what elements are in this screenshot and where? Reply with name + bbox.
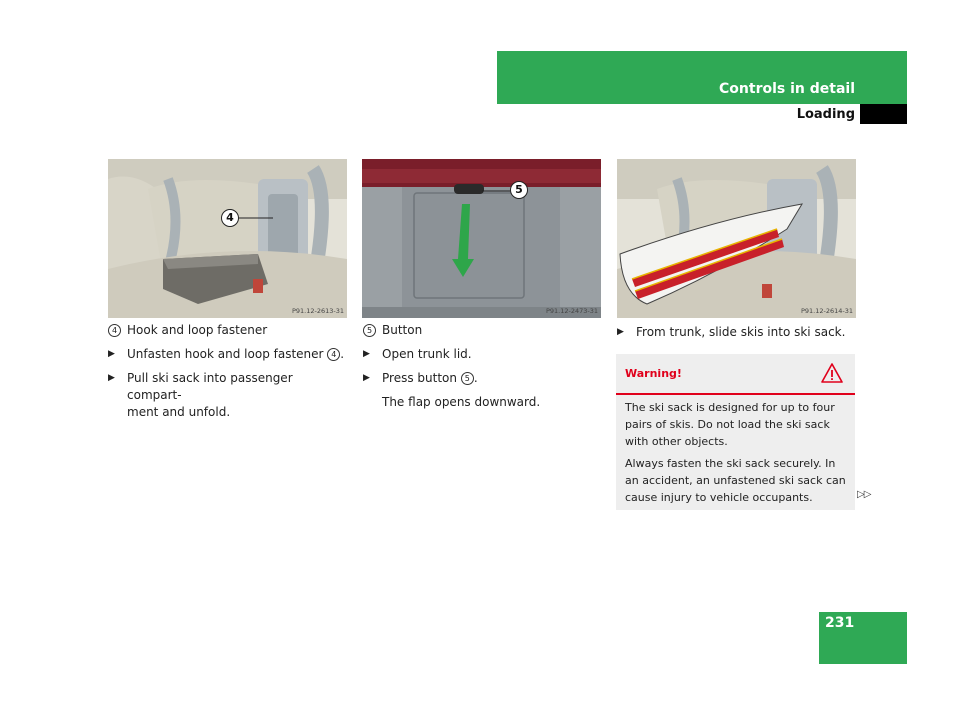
callout-ref: 4 [327,348,340,361]
legend-item [108,322,348,339]
step-text: Unfasten hook and loop fastener [127,347,324,361]
warning-triangle-icon [821,363,843,383]
instruction-step [363,346,603,363]
step-text: Press button [382,371,457,385]
callout-5: 5 [510,181,528,199]
figure-rear-seat [108,159,347,318]
step-text: ment and unfold. [127,405,231,419]
step-text: From trunk, slide skis into ski sack. [636,325,846,339]
callout-4: 4 [221,209,239,227]
warning-body [616,395,855,506]
legend-text: Button [382,323,423,337]
callout-ref: 5 [461,372,474,385]
instruction-step [108,346,348,363]
step-text: Open trunk lid. [382,347,472,361]
column-1 [108,322,348,428]
figure-id: P91.12-2613-31 [291,307,344,315]
bullet-icon: ▶ [363,373,370,383]
callout-ref: 5 [363,324,376,337]
step-text: Pull ski sack into passenger compart- [127,371,293,402]
bullet-icon: ▶ [108,349,115,359]
figure-id: P91.12-2473-31 [545,307,598,315]
figure-skis-in-sack [617,159,856,318]
section-header-bar [497,51,907,104]
bullet-icon: ▶ [363,349,370,359]
warning-box [616,354,855,510]
column-3 [617,324,857,348]
step-punct: . [473,371,478,385]
warning-header [616,354,855,395]
warning-paragraph: Always fasten the ski sack securely. In an accident, an unfastened ski sack can cause injury to vehicle occupants. [625,457,846,504]
continued-arrows-icon: ▷▷ [857,489,871,500]
figure-id: P91.12-2614-31 [800,307,853,315]
instruction-step [617,324,857,341]
step-punct: . [340,347,345,361]
note-text: The flap opens downward. [382,395,541,409]
callout-ref: 4 [108,324,121,337]
legend-item [363,322,603,339]
subsection-tab [860,104,907,124]
bullet-icon: ▶ [617,327,624,337]
instruction-step [363,370,603,387]
instruction-step [108,370,348,421]
figure-trunk-flap [362,159,601,318]
legend-text: Hook and loop fastener [127,323,268,337]
bullet-icon: ▶ [108,373,115,383]
warning-title: Warning! [625,367,682,380]
page-number-box [819,612,907,664]
warning-paragraph: The ski sack is designed for up to four pairs of skis. Do not load the ski sack with other objects. [625,401,835,448]
column-2 [363,322,603,411]
page-number: 231 [825,615,855,631]
subsection-title: Loading [796,107,855,122]
section-title: Controls in detail [719,81,855,97]
